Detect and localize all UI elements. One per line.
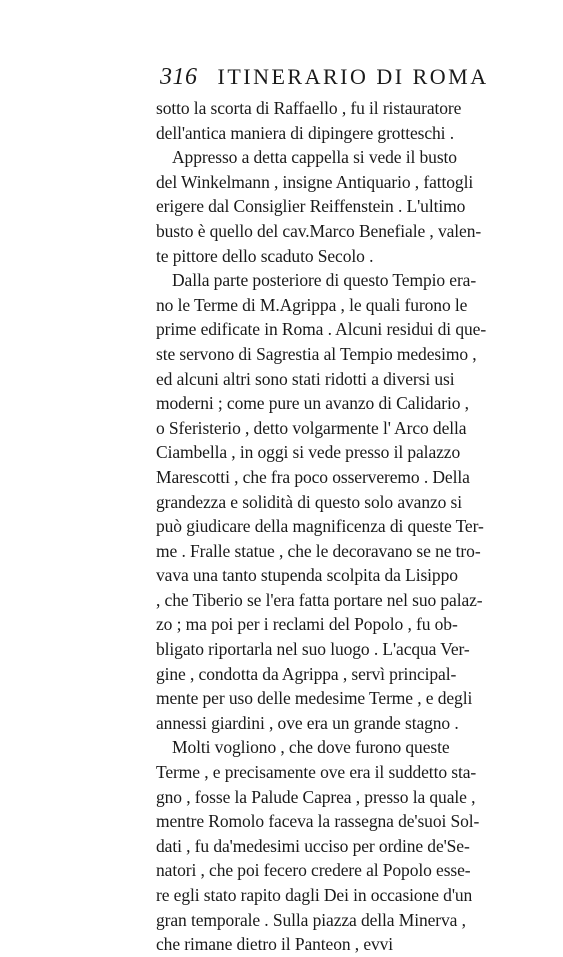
running-title: ITINERARIO DI ROMA	[217, 64, 489, 89]
text-line: gine , condotta da Agrippa , servì principal-	[156, 663, 457, 684]
text-line: ste servono di Sagrestia al Tempio medesimo ,	[156, 343, 477, 364]
text-line: che rimane dietro il Panteon , evvi	[156, 934, 394, 955]
text-line: o Sferisterio , detto volgarmente l' Arco della	[156, 417, 467, 438]
text-line: Dalla parte posteriore di questo Tempio era-	[172, 270, 477, 291]
text-line: grandezza e solidità di questo solo avanzo si	[156, 491, 463, 512]
text-line: moderni ; come pure un avanzo di Calidario ,	[156, 393, 469, 414]
text-line: gno , fosse la Palude Caprea , presso la quale ,	[156, 786, 476, 807]
text-line: erigere dal Consiglier Reiffenstein . L'ultimo	[156, 196, 466, 217]
text-line: , che Tiberio se l'era fatta portare nel suo palaz-	[156, 589, 483, 610]
text-line: ed alcuni altri sono stati ridotti a diversi usi	[156, 368, 455, 389]
page-text	[156, 96, 552, 957]
page-number: 316	[160, 64, 198, 90]
page-header	[160, 64, 510, 92]
text-line: Molti vogliono , che dove furono queste	[172, 737, 450, 758]
text-line: natori , che poi fecero credere al Popolo esse-	[156, 860, 471, 881]
text-line: prime edificate in Roma . Alcuni residui di que-	[156, 319, 487, 340]
text-line: no le Terme di M.Agrippa , le quali furono le	[156, 294, 468, 315]
text-line: del Winkelmann , insigne Antiquario , fattogli	[156, 171, 474, 192]
text-line: me . Fralle statue , che le decoravano se ne tro-	[156, 540, 481, 561]
text-line: mente per uso delle medesime Terme , e degli	[156, 688, 473, 709]
text-line: gran temporale . Sulla piazza della Minerva ,	[156, 909, 466, 930]
text-line: Appresso a detta cappella si vede il busto	[172, 147, 457, 168]
text-line: busto è quello del cav.Marco Benefiale , valen-	[156, 220, 482, 241]
text-line: dell'antica maniera di dipingere grotteschi .	[156, 122, 454, 143]
text-line: zo ; ma poi per i reclami del Popolo , fu ob-	[156, 614, 458, 635]
text-line: sotto la scorta di Raffaello , fu il ristauratore	[156, 98, 462, 118]
text-line: te pittore dello scaduto Secolo .	[156, 245, 374, 266]
text-line: re egli stato rapito dagli Dei in occasione d'un	[156, 885, 473, 905]
text-line: può giudicare della magnificenza di queste Ter-	[156, 516, 484, 537]
text-line: dati , fu da'medesimi ucciso per ordine de'Se-	[156, 835, 470, 856]
text-line: Marescotti , che fra poco osserveremo . Della	[156, 466, 470, 487]
text-line: mentre Romolo faceva la rassegna de'suoi Sol-	[156, 811, 480, 832]
text-line: Ciambella , in oggi si vede presso il palazzo	[156, 442, 461, 463]
text-line: vava una tanto stupenda scolpita da Lisippo	[156, 565, 458, 586]
text-line: bligato riportarla nel suo luogo . L'acqua Ver-	[156, 639, 470, 660]
text-line: Terme , e precisamente ove era il suddetto sta-	[156, 762, 477, 783]
text-line: annessi giardini , ove era un grande stagno .	[156, 712, 459, 733]
